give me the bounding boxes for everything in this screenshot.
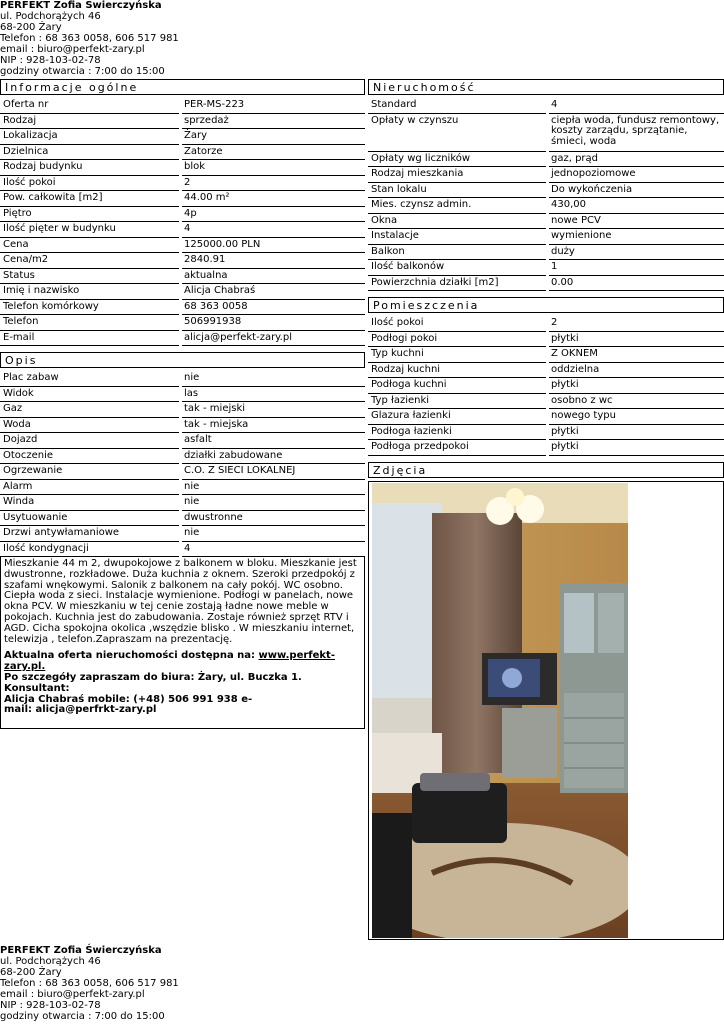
general-value: 2 [182,176,365,192]
pomieszczenia-row [368,425,724,441]
nieruchomosc-label: Rodzaj mieszkania [368,167,546,183]
agency-header [0,0,179,77]
pomieszczenia-label: Typ łazienki [368,394,546,410]
pomieszczenia-row [368,440,724,456]
pomieszczenia-row [368,332,724,348]
pomieszczenia-row [368,316,724,332]
opis-row [0,526,365,542]
left-column [0,79,365,729]
nieruchomosc-label: Instalacje [368,229,546,245]
general-value: 2840.91 [182,253,365,269]
nieruchomosc-value: wymienione [549,229,724,245]
opis-label: Gaz [0,402,179,418]
opis-value: nie [182,480,365,496]
agency-email: email : biuro@perfekt-zary.pl [0,989,145,1000]
nieruchomosc-label: Opłaty wg liczników [368,152,546,168]
nieruchomosc-table [368,98,724,291]
nieruchomosc-label: Stan lokalu [368,183,546,199]
pomieszczenia-label: Podłoga łazienki [368,425,546,441]
opis-label: Plac zabaw [0,371,179,387]
pomieszczenia-row [368,378,724,394]
general-label: Cena [0,238,179,254]
pomieszczenia-value: płytki [549,440,724,456]
opis-row [0,449,365,465]
general-value: 4p [182,207,365,223]
opis-value: działki zabudowane [182,449,365,465]
nieruchomosc-label: Mies. czynsz admin. [368,198,546,214]
general-table [0,98,365,346]
pomieszczenia-value: Z OKNEM [549,347,724,363]
apartment-photo[interactable] [372,483,628,938]
opis-label: Woda [0,418,179,434]
agency-name: PERFEKT Zofia Świerczyńska [0,0,162,11]
nieruchomosc-value: 1 [549,260,724,276]
opis-row [0,464,365,480]
agency-nip: NIP : 928-103-02-78 [0,55,101,66]
agency-street: ul. Podchorążych 46 [0,956,101,967]
pomieszczenia-label: Podłoga kuchni [368,378,546,394]
nieruchomosc-label: Standard [368,98,546,114]
section-zdjecia-title: Zdjęcia [368,462,724,478]
general-label: Dzielnica [0,145,179,161]
opis-row [0,511,365,527]
opis-label: Ilość kondygnacji [0,542,179,558]
general-value: sprzedaż [182,114,365,130]
general-label: Imię i nazwisko [0,284,179,300]
section-opis-title: Opis [0,352,365,368]
general-value: 44.00 m² [182,191,365,207]
opis-label: Ogrzewanie [0,464,179,480]
general-row [0,176,365,192]
nieruchomosc-value: duży [549,245,724,261]
opis-row [0,495,365,511]
nieruchomosc-value: jednopoziomowe [549,167,724,183]
pomieszczenia-value: nowego typu [549,409,724,425]
section-nieruchomosc-title: Nieruchomość [368,79,724,95]
section-general-title: Informacje ogólne [0,79,365,95]
general-label: Ilość pięter w budynku [0,222,179,238]
nieruchomosc-row [368,229,724,245]
nieruchomosc-value: Do wykończenia [549,183,724,199]
general-value: PER-MS-223 [182,98,365,114]
general-label: Telefon [0,315,179,331]
general-row [0,300,365,316]
nieruchomosc-label: Opłaty w czynszu [368,114,546,152]
general-row [0,160,365,176]
opis-value: tak - miejska [182,418,365,434]
agency-nip: NIP : 928-103-02-78 [0,1000,101,1011]
website-link[interactable]: www.perfekt-zary.pl. [4,650,335,673]
agency-street: ul. Podchorążych 46 [0,11,101,22]
opis-value: nie [182,526,365,542]
general-label: Rodzaj budynku [0,160,179,176]
general-label: Lokalizacja [0,129,179,145]
general-label: Pow. całkowita [m2] [0,191,179,207]
opis-row [0,402,365,418]
pomieszczenia-label: Glazura łazienki [368,409,546,425]
opis-label: Winda [0,495,179,511]
opis-row [0,418,365,434]
pomieszczenia-value: płytki [549,332,724,348]
general-value: alicja@perfekt-zary.pl [182,331,365,347]
agency-name: PERFEKT Zofia Świerczyńska [0,945,162,956]
pomieszczenia-value: płytki [549,378,724,394]
agency-city: 68-200 Żary [0,967,62,978]
opis-row [0,371,365,387]
opis-label: Widok [0,387,179,403]
opis-value: nie [182,371,365,387]
cta-prefix: Aktualna oferta nieruchomości dostępna na: [4,650,259,662]
nieruchomosc-value: gaz, prąd [549,152,724,168]
nieruchomosc-value: nowe PCV [549,214,724,230]
nieruchomosc-value: ciepła woda, fundusz remontowy, koszty zarządu, sprzątanie, śmieci, woda [549,114,724,152]
nieruchomosc-row [368,167,724,183]
pomieszczenia-row [368,363,724,379]
agency-phone: Telefon : 68 363 0058, 606 517 981 [0,978,179,989]
agency-email: email : biuro@perfekt-zary.pl [0,44,145,55]
opis-value: C.O. Z SIECI LOKALNEJ [182,464,365,480]
opis-value: tak - miejski [182,402,365,418]
nieruchomosc-value: 0.00 [549,276,724,292]
pomieszczenia-value: oddzielna [549,363,724,379]
agency-footer [0,945,179,1022]
general-label: Telefon komórkowy [0,300,179,316]
general-value: Alicja Chabraś [182,284,365,300]
opis-row [0,387,365,403]
section-pomieszczenia-title: Pomieszczenia [368,297,724,313]
nieruchomosc-value: 4 [549,98,724,114]
opis-row [0,433,365,449]
general-row [0,145,365,161]
opis-label: Usytuowanie [0,511,179,527]
general-row [0,222,365,238]
pomieszczenia-row [368,409,724,425]
nieruchomosc-row [368,198,724,214]
pomieszczenia-table [368,316,724,456]
nieruchomosc-label: Okna [368,214,546,230]
pomieszczenia-row [368,394,724,410]
general-row [0,129,365,145]
pomieszczenia-value: 2 [549,316,724,332]
general-label: Rodzaj [0,114,179,130]
general-label: Ilość pokoi [0,176,179,192]
general-row [0,114,365,130]
pomieszczenia-label: Podłoga przedpokoi [368,440,546,456]
nieruchomosc-value: 430,00 [549,198,724,214]
nieruchomosc-label: Balkon [368,245,546,261]
general-row [0,284,365,300]
opis-value: asfalt [182,433,365,449]
general-label: E-mail [0,331,179,347]
general-row [0,315,365,331]
general-value: Zatorze [182,145,365,161]
nieruchomosc-row [368,260,724,276]
cta-line3: Alicja Chabraś mobile: (+48) 506 991 938 e- [4,693,253,705]
opis-value: dwustronne [182,511,365,527]
general-label: Piętro [0,207,179,223]
pomieszczenia-label: Ilość pokoi [368,316,546,332]
general-row [0,238,365,254]
general-row [0,269,365,285]
general-value: 4 [182,222,365,238]
cta-line2: Po szczegóły zapraszam do biura: Żary, ul. Buczka 1. Konsultant: [4,671,302,694]
agency-city: 68-200 Żary [0,22,62,33]
opis-value: nie [182,495,365,511]
nieruchomosc-row [368,183,724,199]
general-row [0,253,365,269]
opis-label: Otoczenie [0,449,179,465]
description-box [0,557,365,729]
agency-phone: Telefon : 68 363 0058, 606 517 981 [0,33,179,44]
opis-value: las [182,387,365,403]
general-value: 125000.00 PLN [182,238,365,254]
nieruchomosc-row [368,245,724,261]
general-row [0,98,365,114]
pomieszczenia-row [368,347,724,363]
general-row [0,331,365,347]
general-row [0,207,365,223]
nieruchomosc-row [368,98,724,114]
cta-block [4,651,361,716]
general-label: Status [0,269,179,285]
right-column [368,79,724,940]
nieruchomosc-row [368,114,724,152]
general-value: 506991938 [182,315,365,331]
general-label: Cena/m2 [0,253,179,269]
general-value: blok [182,160,365,176]
nieruchomosc-label: Ilość balkonów [368,260,546,276]
agency-hours: godziny otwarcia : 7:00 do 15:00 [0,66,165,77]
nieruchomosc-label: Powierzchnia działki [m2] [368,276,546,292]
photo-frame [368,481,724,940]
general-value: aktualna [182,269,365,285]
pomieszczenia-value: płytki [549,425,724,441]
general-row [0,191,365,207]
pomieszczenia-label: Typ kuchni [368,347,546,363]
opis-table [0,371,365,557]
nieruchomosc-row [368,276,724,292]
general-value: 68 363 0058 [182,300,365,316]
nieruchomosc-row [368,214,724,230]
pomieszczenia-value: osobno z wc [549,394,724,410]
general-value: Żary [182,129,365,145]
general-label: Oferta nr [0,98,179,114]
cta-line4: mail: alicja@perfrkt-zary.pl [4,704,157,716]
nieruchomosc-row [368,152,724,168]
description-text: Mieszkanie 44 m 2, dwupokojowe z balkonem w bloku. Mieszkanie jest dwustronne, rozkładowe. Duża kuchnia z oknem. Szeroki przedpokój z szafami wnękowymi. Salonik z balkonem na cały pokój. WC osobno. Ciepła woda z sieci. Instalacje wymienione. Podłogi w panelach, nowe okna PCV. W mieszkaniu w tej cenie zostają ładne nowe meble w pokojach. Kuchnia jest do zabudowania. Zostaje również sprzęt RTV i AGD. Cicha spokojna okolica ,wszędzie blisko . W mieszkaniu internet, telewizja , telefon.Zapraszam na prezentację. [4,558,357,645]
opis-label: Dojazd [0,433,179,449]
pomieszczenia-label: Podłogi pokoi [368,332,546,348]
agency-hours: godziny otwarcia : 7:00 do 15:00 [0,1011,165,1022]
opis-label: Drzwi antywłamaniowe [0,526,179,542]
pomieszczenia-label: Rodzaj kuchni [368,363,546,379]
opis-row [0,542,365,558]
opis-label: Alarm [0,480,179,496]
opis-row [0,480,365,496]
opis-value: 4 [182,542,365,558]
